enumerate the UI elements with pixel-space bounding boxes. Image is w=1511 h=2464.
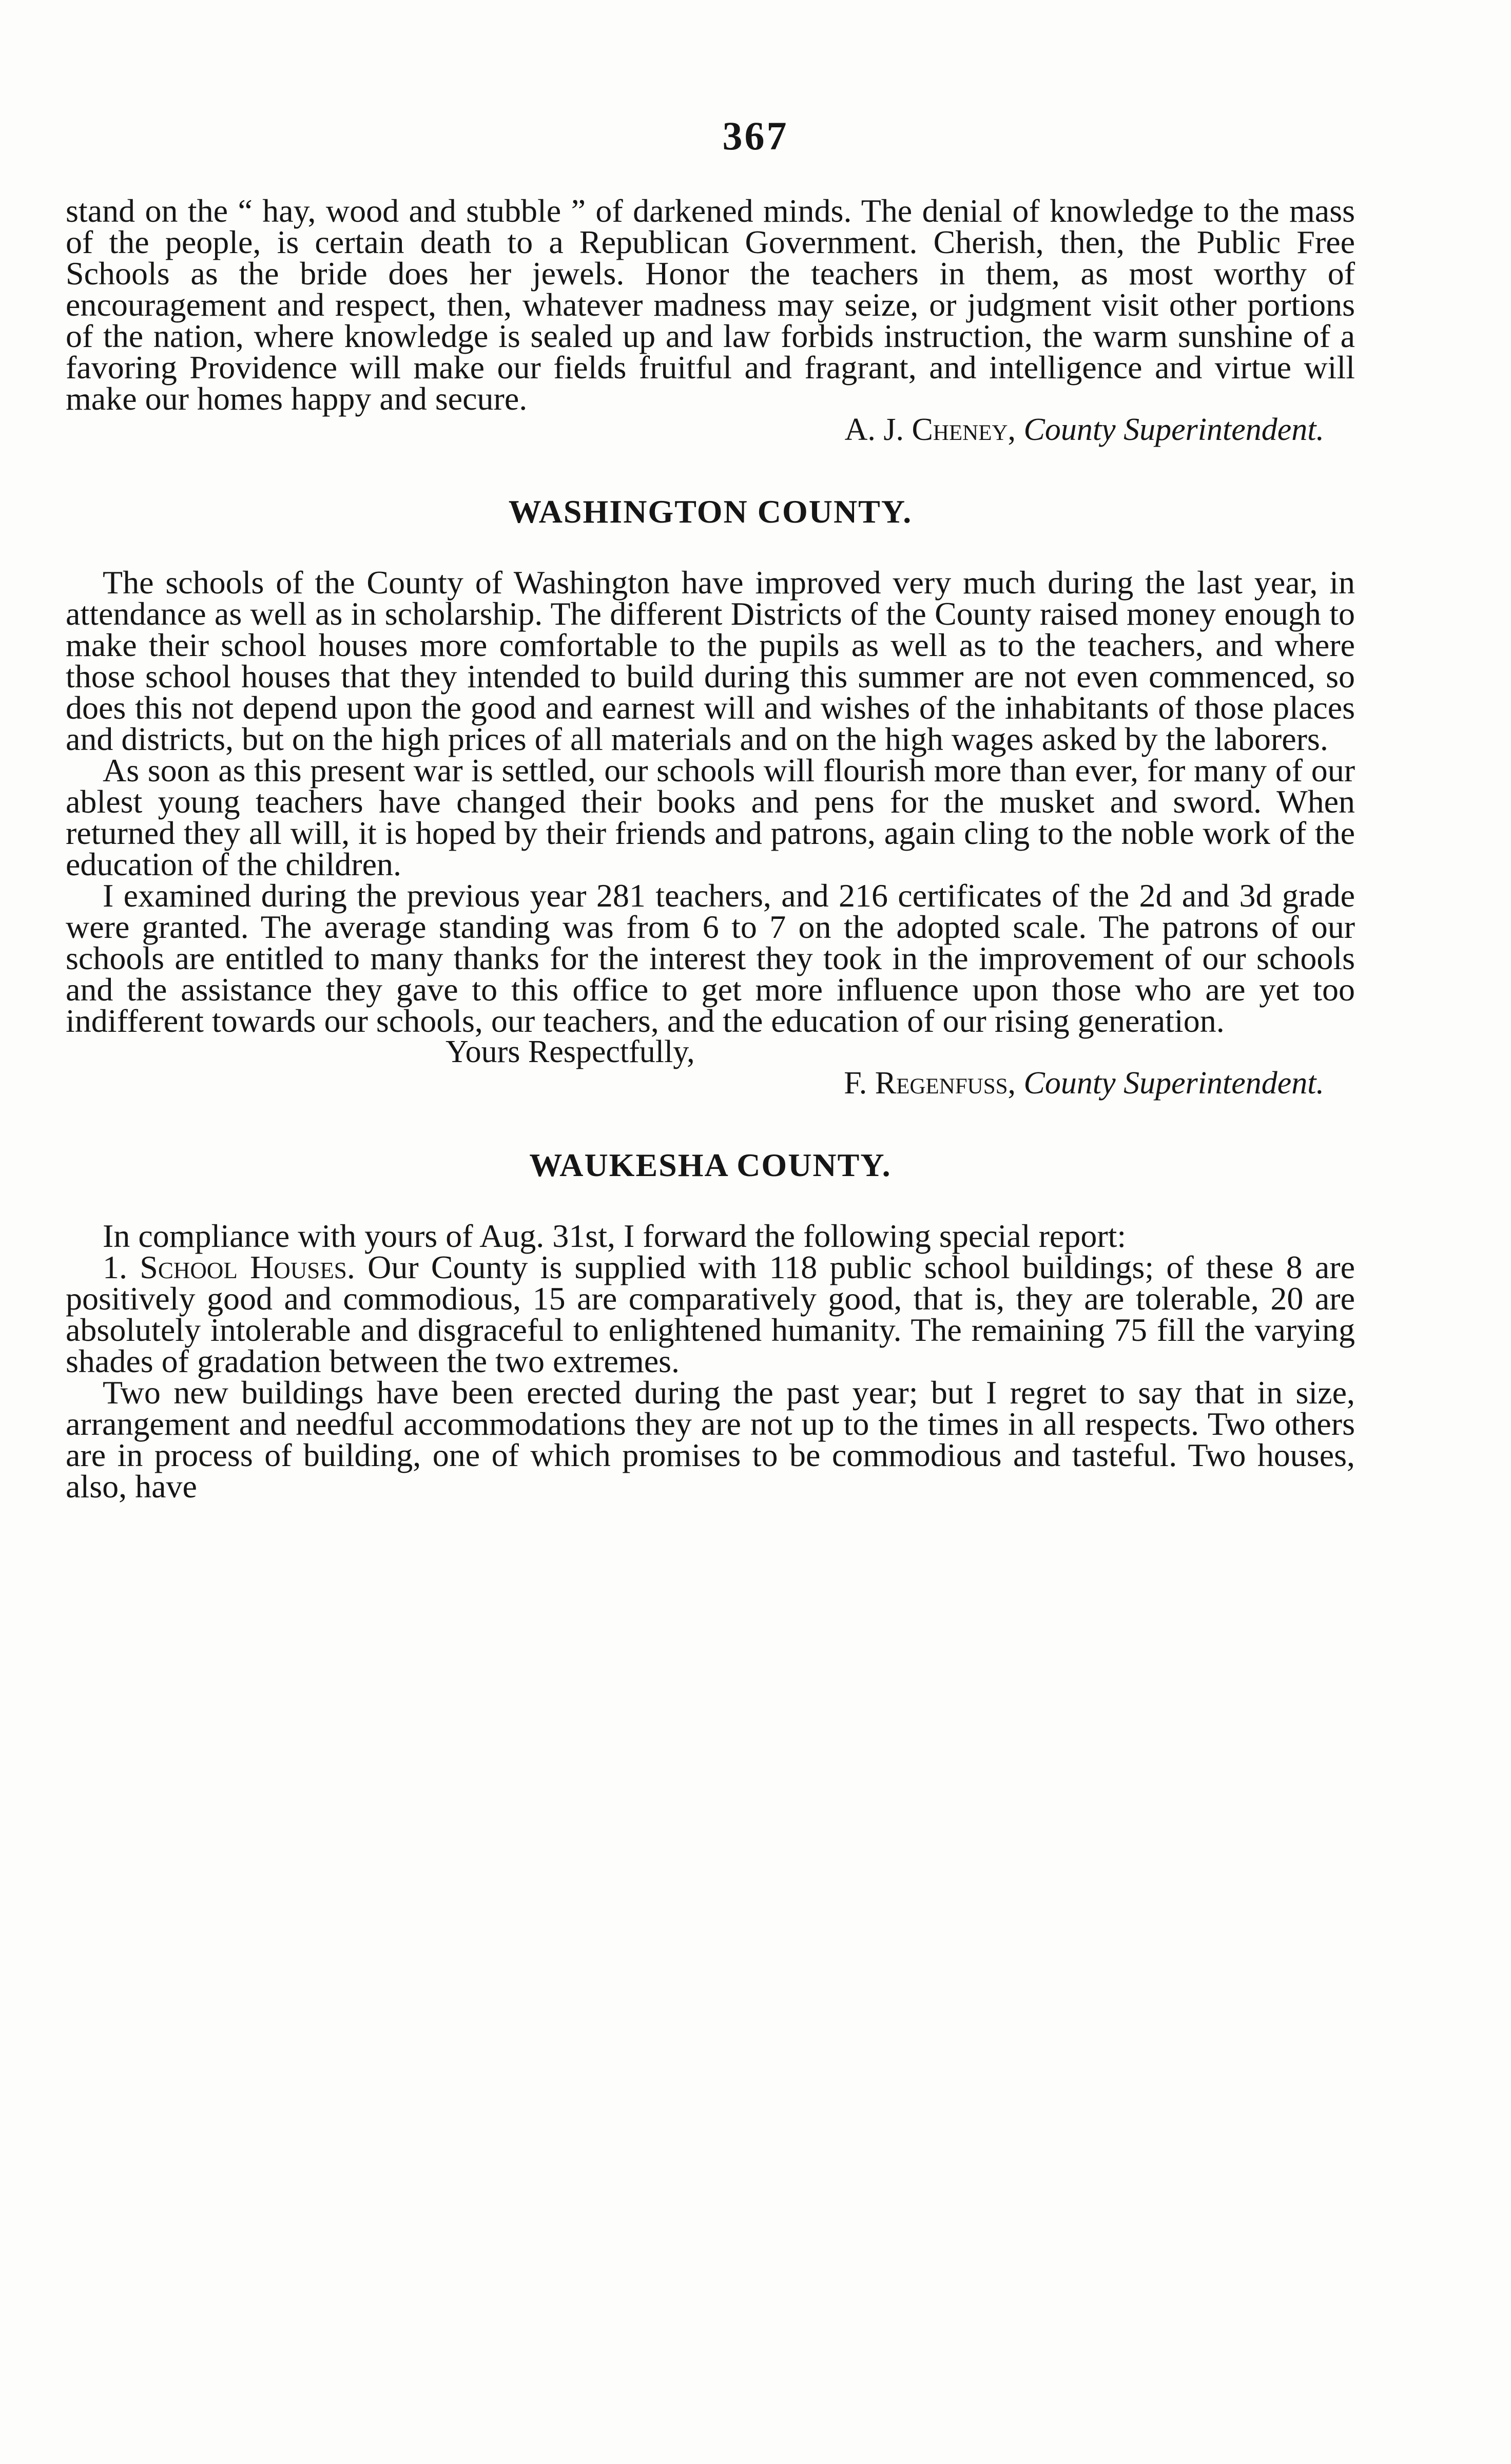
washington-signature-title: County Superintendent.: [1023, 1066, 1324, 1101]
waukesha-school-houses: [66, 1249, 1355, 1379]
spacer: [66, 1099, 1355, 1146]
waukesha-county-heading: WAUKESHA COUNTY.: [529, 1147, 892, 1183]
spacer: [66, 446, 1355, 493]
washington-signature: [66, 1068, 1355, 1099]
washington-paragraph-1: The schools of the County of Washington have improved very much during the last year, in attendance as well as in scholarship. The different Districts of the County raised money enough to make their school houses more comfortable to the pupils as well as to the teachers, and where those school houses that they intended to build during this summer are not even commenced, so does this not depend upon the good and earnest will and wishes of the inhabitants of those places and districts, but on the high prices of all materials and on the high wages asked by the laborers.: [66, 564, 1355, 757]
spacer: [66, 1184, 1355, 1220]
washington-paragraph-2: As soon as this present war is settled, our schools will flourish more than ever, for many of our ablest young teachers have changed their books and pens for the musket and sword. When returned they all will, it is hoped by their friends and patrons, again cling to the noble work of the education of the children.: [66, 752, 1355, 882]
cheney-signature-name: A. J. Cheney,: [844, 412, 1016, 447]
cheney-signature-title: County Superintendent.: [1023, 412, 1324, 447]
washington-paragraph-3: I examined during the previous year 281 teachers, and 216 certificates of the 2d and 3d grade were granted. The average standing was from 6 to 7 on the adopted scale. The patrons of our schools are entitled to many thanks for the interest they took in the improvement of our schools and the assistance they gave to this office to get more influence upon those who are yet too indifferent towards our schools, our teachers, and the education of our rising generation.: [66, 877, 1355, 1039]
cheney-signature: [66, 414, 1355, 446]
page-number: 367: [722, 113, 789, 158]
washington-county-heading: WASHINGTON COUNTY.: [508, 493, 913, 530]
text-column: [66, 192, 1355, 1505]
waukesha-intro: In compliance with yours of Aug. 31st, I forward the following special report:: [103, 1218, 1127, 1254]
waukesha-new-buildings: Two new buildings have been erected during the past year; but I regret to say that in size, arrangement and needful accommodations they are not up to the times in all respects. Two others are in process of building, one of which promises to be commodious and tasteful. Two houses, also, have: [66, 1374, 1355, 1505]
school-houses-label: 1. School Houses.: [103, 1249, 355, 1285]
school-houses-text: Our County is supplied with 118 public school buildings; of these 8 are positively good and commodious, 15 are comparatively good, that is, they are tolerable, 20 are absolutely intolerable and disgraceful to enlightened humanity. The remaining 75 fill the varying shades of gradation between the two extremes.: [66, 1249, 1355, 1379]
spacer: [66, 531, 1355, 567]
cheney-report-text: stand on the “ hay, wood and stubble ” of darkened minds. The denial of knowledge to the mass of the people, is certain death to a Republican Government. Cherish, then, the Public Free Schools as the bride does her jewels. Honor the teachers in them, as most worthy of encouragement and respect, then, whatever madness may seize, or judgment visit other portions of the nation, where knowledge is sealed up and law forbids instruction, the warm sunshine of a favoring Providence will make our fields fruitful and fragrant, and intelligence and virtue will make our homes happy and secure.: [66, 192, 1355, 417]
washington-closing: Yours Respectfully,: [445, 1034, 695, 1069]
washington-signature-name: F. Regenfuss,: [844, 1066, 1016, 1101]
